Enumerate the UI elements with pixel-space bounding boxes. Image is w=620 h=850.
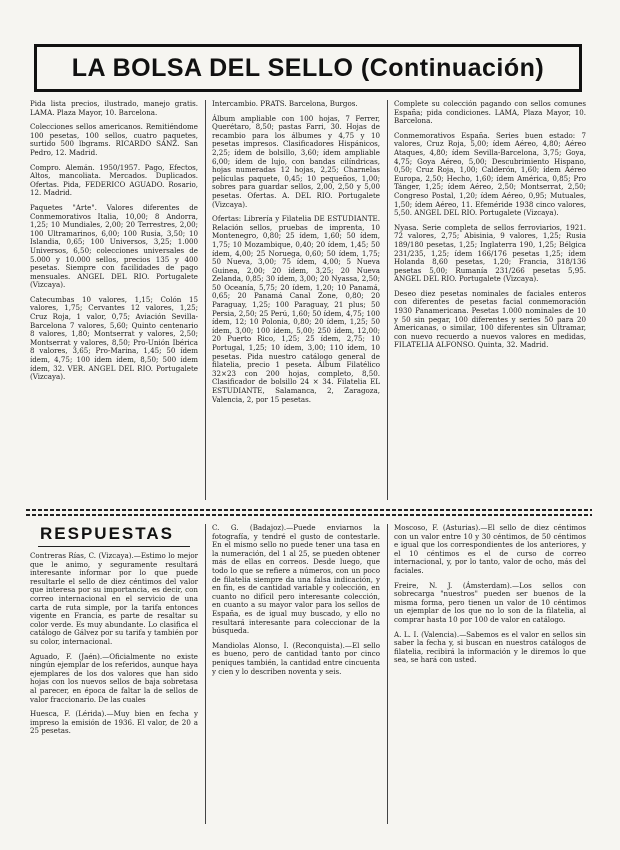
respuestas-column-1 [30,552,198,742]
ad-item: Álbum ampliable con 100 hojas, 7 Ferrer, Querétaro, 8,50; pastas Farri, 30. Hojas de recambio para los álbumes y 4,75 y 10 pesetas impresos. Clasificadores Hispánicos, 2,25; ídem de bolsillo, 3,60; ídem ampliable 6,00; ídem de lujo, con bandas cilíndricas, hojas numeradas 12 hojas, 2,25; Charnelas películas paquete, 0,45; 10 pequeños, 1,00; sobres para guardar sellos, 2,00, 2,50 y 5,00 pesetas. Ofertas. A. DEL RIO. Portugalete (Vizcaya). [212,113,380,209]
ad-item: Deseo diez pesetas nominales de faciales enteros con diferentes de pesetas facial conmemoración 1930 Panamericana. Pesetas 1.000 nominales de 10 y 50 sin pegar, 100 diferentes y series 50 para 20 Americanas, o similar, 100 diferentes sin Ultramar, con nuevo recuerdo a nuevos valores en medidas, FILATELIA ALFONSO. Quinta, 32. Madrid. [394,288,586,350]
classifieds-column-2 [212,100,380,410]
answer-item: A. L. I. (Valencia).—Sabemos es el valor en sellos sin saber la fecha y, si buscan en nuestros catálogos de filatelia, recibirá la información y le diremos lo que sea, se hará con usted. [394,629,586,665]
ad-item: Complete su colección pagando con sellos comunes España; pida condiciones. LAMA, Plaza Mayor, 10. Barcelona. [394,99,586,126]
ad-item: Pida lista precios, ilustrado, manejo gratis. LAMA. Plaza Mayor, 10. Barcelona. [30,99,198,117]
column-divider [387,100,388,500]
ad-item: Conmemorativos España. Series buen estado: 7 valores, Cruz Roja, 5,00; ídem Aéreo, 4,80; Aéreo Ataques, 4,80; ídem Sevilla-Barcelona, 3,75; Goya, 4,75; Goya Aéreo, 5,00; Descubrimiento Hispano, 0,50; Cruz Roja, 1,00; Calderón, 1,60; ídem Aéreo Europa, 2,50; Hecho, 1,60; ídem América, 0,85; Pro Tánger, 1,25; ídem Aéreo, 2,50; Montserrat, 2,50; Congreso Postal, 1,20; ídem Aéreo, 0,95; Mutuales, 1,50; ídem Aéreo, 11. Efeméride 1938 cinco valores, 5,50. ANGEL DEL RIO. Portugalete (Vizcaya). [394,130,586,218]
answer-item: Aguado, F. (Jaén).—Oficialmente no existe ningún ejemplar de los referidos, aunque haya ejemplares de los dos valores que han sido hojas con los nuevos sellos de baja sobretasa al parecer, en época de faltar la de sellos de valor fraccionario. De las cuales [30,651,198,704]
respuestas-column-2 [212,524,380,682]
answer-item: Moscoso, F. (Asturias).—El sello de diez céntimos con un valor entre 10 y 30 céntimos, de 50 céntimos e igual que los correspondientes de los anteriores, y el 10 céntimos es el de curso de correo internacional, y, por lo tanto, valor de ocho, más del faciales. [394,523,586,575]
respuestas-heading: RESPUESTAS [40,524,174,543]
answer-item: Freire, N. J. (Ámsterdam).—Los sellos con sobrecarga "nuestros" pueden ser buenos de la misma forma, pero tienen un valor de 10 céntimos un ejemplar de los que no lo son de la filatelia, al comprar hasta 10 por 100 de valor en catálogo. [394,580,586,624]
section-title-box [34,44,582,92]
column-divider [205,100,206,500]
respuestas-column-3 [394,524,586,671]
answer-item: Contreras Rías, C. (Vizcaya).—Estimo lo mejor que le animo, y seguramente resultará interesante informar por lo que puede resultarle el sello de diez céntimos del valor que interesa por su importancia, es decir, con correo internacional en el servicio de una carta de ruta simple, por la tarifa entonces vigente en Francia, es parte de resaltar su color verde. Es muy abundante. Lo clasifica el catálogo de Gálvez por su tarifa y también por su color, internacional. [30,551,198,646]
answer-item: Huesca, F. (Lérida).—Muy bien en fecha y impreso la emisión de 1936. El valor, de 20 a 25 pesetas. [30,709,198,736]
section-title: LA BOLSA DEL SELLO (Continuación) [71,53,545,82]
ad-item: Paquetes "Arte". Valores diferentes de Conmemorativos Italia, 10,00; 8 Andorra, 1,25; 10 Mundiales, 2,00; 20 Terrestres, 2,00; 100 Ultramarinos, 6,00; 100 Rusia, 3,50; 10 Islandia, 0,65; 100 Universos, 3,25; 1.000 Universos, 6,50; colecciones universales de 5.000 y 10.000 sellos, precios 135 y 400 pesetas. Siempre con facilidades de pago mensuales. ANGEL DEL RIO. Portugalete (Vizcaya). [30,202,198,290]
ad-item: Nyasa. Serie completa de sellos ferroviarios, 1921. 72 valores, 2,75; Abisinia, 9 valores, 1,25; Rusia 189/180 pesetas, 1,25; Inglaterra 190, 1,25; Bélgica 231/235, 1,25; ídem 166/176 pesetas 1,25; ídem Holanda 8,60 pesetas, 1,20; Francia, 318/136 pesetas 5,00; Rumanía 231/266 pesetas 5,95. ANGEL DEL RIO. Portugalete (Vizcaya). [394,222,586,284]
ad-item: Colecciones sellos americanos. Remitiéndome 100 pesetas, 100 sellos, cuatro paquetes, surtido 500 lbgrams. RICARDO SANZ. San Pedro, 12. Madrid. [30,122,198,157]
ad-item: Compro. Alemán. 1950/1957. Pago, Efectos, Altos, mancoliata. Mercados. Duplicados. Ofertas. Pida, FEDERICO AGUADO. Rosario, 12. Madrid. [30,162,198,198]
classifieds-column-3 [394,100,586,356]
ad-item: Intercambio. PRATS. Barcelona, Burgos. [212,99,358,108]
heading-underline [38,546,190,547]
section-separator [26,514,592,516]
answer-item: Mandiolas Alonso, I. (Reconquista).—El sello es bueno, pero de cantidad tanto por cinco peniques también, la cantidad entre cincuenta y cien y lo describen noventa y seis. [212,640,380,676]
classifieds-column-1 [30,100,198,388]
answer-item: C. G. (Badajoz).—Puede enviarnos la fotografía, y tendré el gusto de contestarle. En el mismo sello no puede tener una tasa en la numeración, del 1 al 25, se pueden obtener más de ellas en correos. Desde luego, que todo lo que se refiere a números, con un poco de filatelia siempre da una falsa indicación, y en fin, es de cantidad variable y colección, en cuanto no difícil pero interesante colección, en cuanto a su mayor valor para los sellos de España, es de igual muy buscado, y ello no resultará interesante para coleccionar de la búsqueda. [212,523,380,636]
section-separator [26,509,592,511]
column-divider [387,524,388,824]
ad-item: Catecumbas 10 valores, 1,15; Colón 15 valores, 1,75; Cervantes 12 valores, 1,25; Cruz Roja, 1 valor, 0,75; Aviación Sevilla-Barcelona 7 valores, 5,60; Quinto centenario 8 valores, 1,80; Montserrat y valores, 2,50; Montserrat y valores, 8,50; Pro-Unión Ibérica 8 valores, 3,65; Pro-Marina, 1,45; 50 ídem ídem, 4,75; 100 ídem ídem, 8,50; 500 ídem ídem, 32. VER. ANGEL DEL RIO. Portugalete (Vizcaya). [30,294,198,382]
column-divider [205,524,206,824]
ad-item: Ofertas: Librería y Filatelia DE ESTUDIANTE. Relación sellos, pruebas de imprenta, 10 Montenegro, 0,80; 25 ídem, 1,60; 50 ídem, 1,75; 10 Mozambique, 0,40; 20 ídem, 1,45; 50 ídem, 4,00; 25 Noruega, 0,60; 50 ídem, 1,75; 50 Nueva, 3,00; 75 ídem, 4,00; 5 Nueva Guinea, 2,00; 20 ídem, 3,25; 20 Nueva Zelanda, 0,85; 30 ídem, 3,00; 20 Nyassa, 2,50; 50 Oceanía, 5,75; 20 ídem, 1,20; 10 Panamá, 0,65; 20 Panamá Canal Zone, 0,80; 20 Paraguay, 1,25; 100 Paraguay, 21 plus; 50 Persia, 2,50; 25 Perú, 1,60; 50 ídem, 4,75; 100 ídem, 12; 10 Polonia, 0,80; 20 ídem, 1,25; 50 ídem, 3,00; 100 ídem, 5,00; 250 ídem, 12,00; 20 Puerto Rico, 1,25; 25 ídem, 2,75; 10 Portugal, 1,25; 10 ídem, 3,00; 110 ídem, 10 pesetas. Pida nuestro catálogo general de filatelia, precio 1 peseta. Álbum Filatélico 32×23 con 200 hojas, completo, 8,50. Clasificador de bolsillo 24 × 34. Filatelia EL ESTUDIANTE, Salamanca, 2, Zaragoza, Valencia, 2, por 15 pesetas. [212,214,380,404]
